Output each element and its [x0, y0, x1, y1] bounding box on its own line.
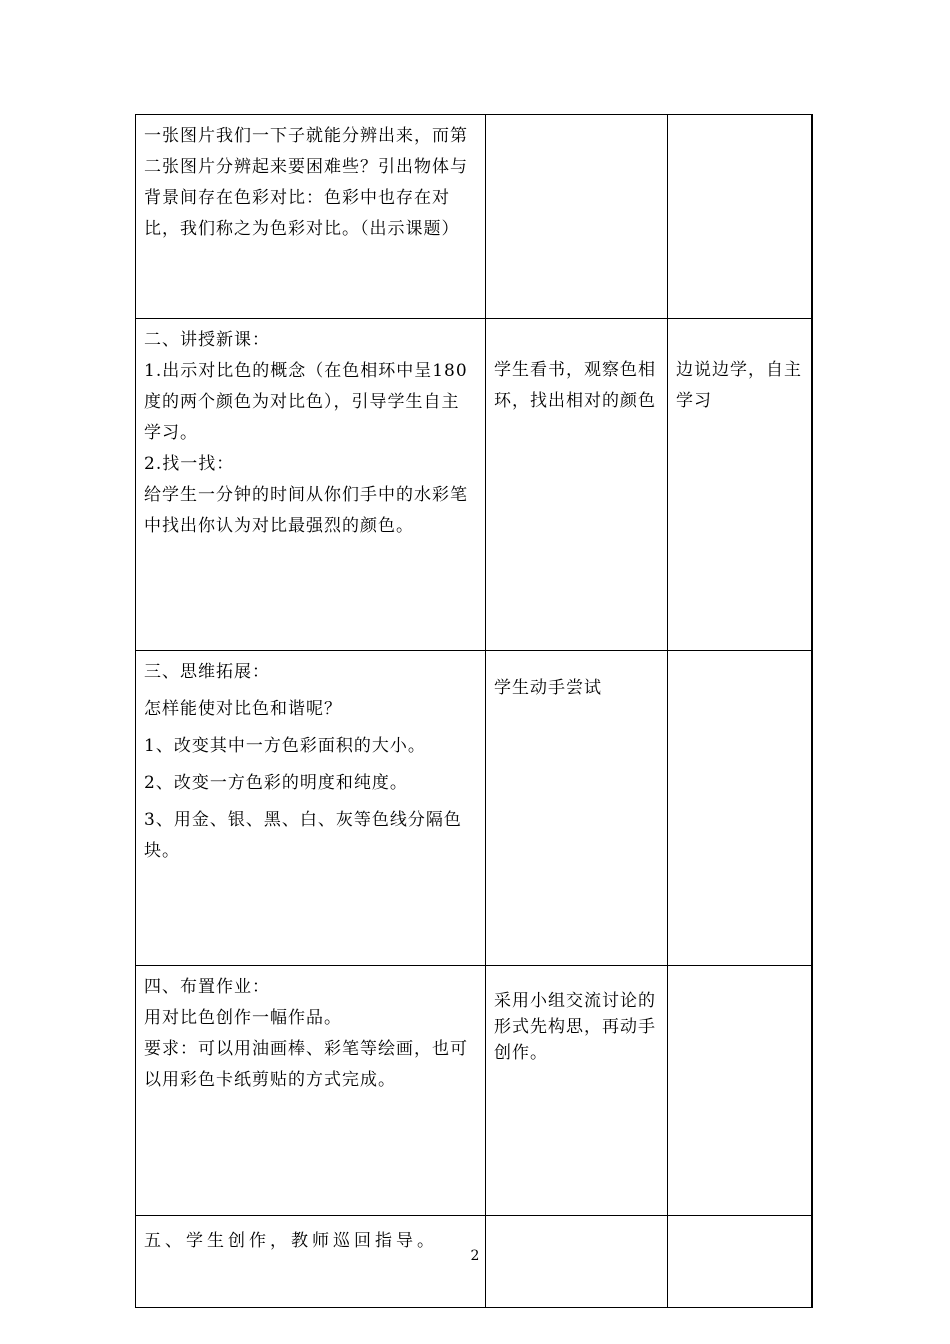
- teacher-text: 要求：可以用油画棒、彩笔等绘画，也可以用彩色卡纸剪贴的方式完成。: [144, 1039, 468, 1090]
- teacher-activity-cell: [136, 319, 486, 651]
- section-heading: 三、思维拓展：: [144, 662, 270, 682]
- section-heading: 五、学生创作，教师巡回指导。: [144, 1231, 438, 1251]
- teacher-text: 给学生一分钟的时间从你们手中的水彩笔中找出你认为对比最强烈的颜色。: [144, 485, 468, 536]
- teacher-text: 2.找一找：: [144, 454, 235, 474]
- design-intent-cell: [668, 115, 812, 319]
- lesson-plan-table: [135, 114, 813, 1308]
- design-intent-cell: [668, 966, 812, 1216]
- teacher-activity-cell: [136, 966, 486, 1216]
- teacher-activity-cell: [136, 651, 486, 966]
- section-heading: 四、布置作业：: [144, 977, 270, 997]
- teacher-text: 1.出示对比色的概念（在色相环中呈180度的两个颜色为对比色），引导学生自主学习。: [144, 361, 468, 443]
- student-activity-cell: [486, 115, 668, 319]
- student-activity-cell: 采用小组交流讨论的形式先构思，再动手创作。: [486, 966, 668, 1216]
- student-activity-cell: 学生动手尝试: [486, 651, 668, 966]
- table-row: [136, 651, 812, 966]
- teacher-text: 2、改变一方色彩的明度和纯度。: [144, 773, 408, 793]
- design-intent-cell: 边说边学，自主学习: [668, 319, 812, 651]
- section-heading: 二、讲授新课：: [144, 330, 270, 350]
- page-number: 2: [470, 1248, 480, 1264]
- teacher-text: 用对比色创作一幅作品。: [144, 1008, 342, 1028]
- table-row: [136, 966, 812, 1216]
- teacher-text: 一张图片我们一下子就能分辨出来，而第二张图片分辨起来要困难些？引出物体与背景间存在色彩对比：色彩中也存在对比，我们称之为色彩对比。（出示课题）: [144, 126, 468, 239]
- teacher-text: 1、改变其中一方色彩面积的大小。: [144, 736, 426, 756]
- table-row: [136, 319, 812, 651]
- teacher-text: 怎样能使对比色和谐呢？: [144, 699, 342, 719]
- table-row: [136, 115, 812, 319]
- student-activity-cell: 学生看书，观察色相环，找出相对的颜色: [486, 319, 668, 651]
- teacher-text: 3、用金、银、黑、白、灰等色线分隔色块。: [144, 810, 462, 861]
- design-intent-cell: [668, 651, 812, 966]
- teacher-activity-cell: [136, 115, 486, 319]
